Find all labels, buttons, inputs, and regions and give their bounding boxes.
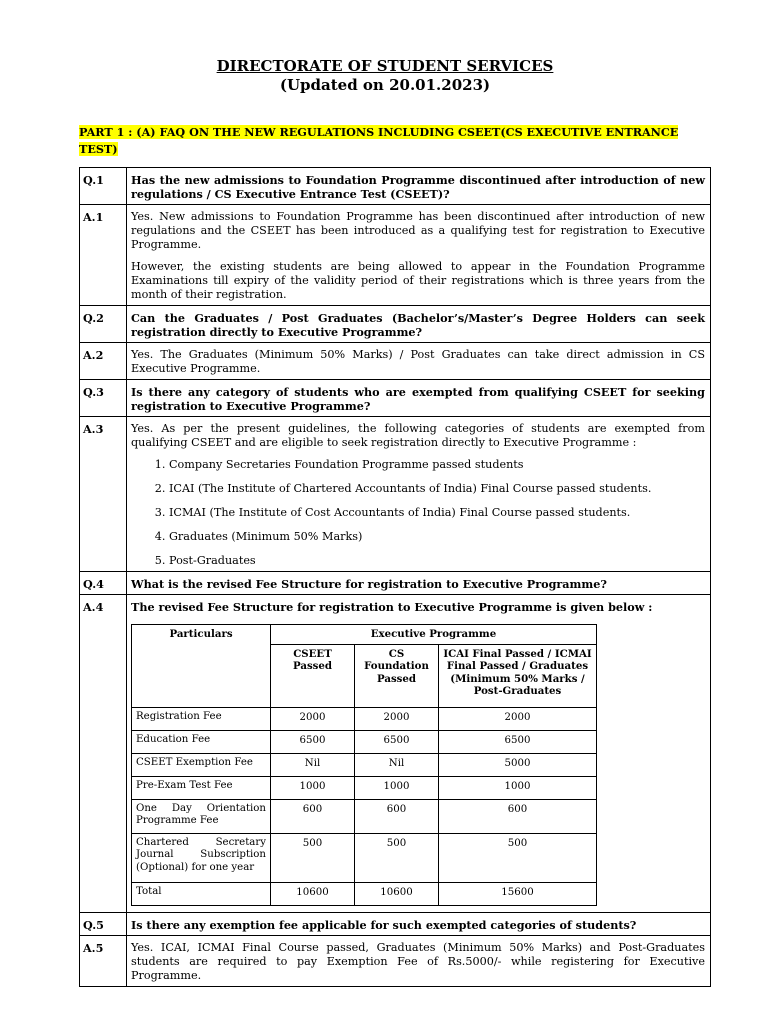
list-item: 4. Graduates (Minimum 50% Marks) bbox=[169, 530, 705, 544]
exempted-categories-list bbox=[131, 458, 705, 568]
question-number: Q.3 bbox=[80, 380, 127, 417]
fee-particular: Chartered Secretary Journal Subscription (Optional) for one year bbox=[132, 833, 271, 882]
fee-row bbox=[132, 833, 597, 882]
part-heading-text: PART 1 : (A) FAQ ON THE NEW REGULATIONS INCLUDING CSEET(CS EXECUTIVE ENTRANCE TEST) bbox=[79, 125, 679, 156]
answer-paragraph: However, the existing students are being allowed to appear in the Foundation Programme Examinations till expiry of the validity period of their registrations which is three years from the month of their registration. bbox=[131, 260, 705, 301]
fee-value: 1000 bbox=[439, 776, 597, 799]
fee-value: 6500 bbox=[439, 730, 597, 753]
question-number: Q.2 bbox=[80, 306, 127, 343]
fee-total-row bbox=[132, 882, 597, 905]
fee-value: 2000 bbox=[271, 707, 355, 730]
list-item: 5. Post-Graduates bbox=[169, 554, 705, 568]
faq-row-q3 bbox=[80, 380, 711, 417]
question-text: Is there any exemption fee applicable for such exempted categories of students? bbox=[127, 912, 711, 935]
faq-row-q4 bbox=[80, 572, 711, 595]
answer-text: Yes. ICAI, ICMAI Final Course passed, Graduates (Minimum 50% Marks) and Post-Graduates students are required to pay Exemption Fee of Rs.5000/- while registering for Executive Programme. bbox=[127, 935, 711, 986]
fee-value: 10600 bbox=[271, 882, 355, 905]
fee-value: 600 bbox=[355, 799, 439, 833]
fee-value: Nil bbox=[355, 753, 439, 776]
fee-header-particulars: Particulars bbox=[132, 625, 271, 708]
answer-number: A.5 bbox=[80, 935, 127, 986]
fee-value: 600 bbox=[271, 799, 355, 833]
fee-particular: Pre-Exam Test Fee bbox=[132, 776, 271, 799]
fee-value: 1000 bbox=[355, 776, 439, 799]
faq-row-q5 bbox=[80, 912, 711, 935]
fee-row bbox=[132, 776, 597, 799]
question-text: Has the new admissions to Foundation Programme discontinued after introduction of new regulations / CS Executive Entrance Test (CSEET)? bbox=[127, 168, 711, 205]
list-item: 3. ICMAI (The Institute of Cost Accountants of India) Final Course passed students. bbox=[169, 506, 705, 520]
answer-number: A.4 bbox=[80, 595, 127, 913]
document-header bbox=[0, 57, 770, 95]
answer-cell bbox=[127, 595, 711, 913]
fee-row bbox=[132, 799, 597, 833]
question-text: What is the revised Fee Structure for registration to Executive Programme? bbox=[127, 572, 711, 595]
document-subtitle: (Updated on 20.01.2023) bbox=[279, 76, 491, 94]
faq-row-q2 bbox=[80, 306, 711, 343]
fee-value: 15600 bbox=[439, 882, 597, 905]
answer-paragraph: Yes. New admissions to Foundation Programme has been discontinued after introduction of new regulations and the CSEET has been introduced as a qualifying test for registration to Executive Programme. bbox=[131, 210, 705, 251]
fee-value: 6500 bbox=[271, 730, 355, 753]
fee-row bbox=[132, 730, 597, 753]
fee-value: 10600 bbox=[355, 882, 439, 905]
faq-row-a5 bbox=[80, 935, 711, 986]
fee-particular: Total bbox=[132, 882, 271, 905]
fee-header-group: Executive Programme bbox=[271, 625, 597, 645]
fee-column-header: CS Foundation Passed bbox=[355, 644, 439, 707]
fee-value: 500 bbox=[439, 833, 597, 882]
fee-value: 500 bbox=[271, 833, 355, 882]
faq-row-a4 bbox=[80, 595, 711, 913]
answer-number: A.1 bbox=[80, 205, 127, 306]
fee-column-header: CSEET Passed bbox=[271, 644, 355, 707]
question-text: Is there any category of students who are exempted from qualifying CSEET for seeking registration to Executive Programme? bbox=[127, 380, 711, 417]
faq-row-a2 bbox=[80, 343, 711, 380]
fee-value: 5000 bbox=[439, 753, 597, 776]
faq-table bbox=[79, 167, 711, 987]
answer-text: The revised Fee Structure for registration to Executive Programme is given below : bbox=[131, 600, 653, 614]
answer-cell bbox=[127, 417, 711, 572]
answer-number: A.3 bbox=[80, 417, 127, 572]
part-heading bbox=[79, 124, 711, 158]
fee-particular: Registration Fee bbox=[132, 707, 271, 730]
fee-value: 600 bbox=[439, 799, 597, 833]
fee-value: 2000 bbox=[439, 707, 597, 730]
question-number: Q.5 bbox=[80, 912, 127, 935]
document-title: DIRECTORATE OF STUDENT SERVICES bbox=[216, 57, 554, 75]
question-number: Q.4 bbox=[80, 572, 127, 595]
list-item: 2. ICAI (The Institute of Chartered Accountants of India) Final Course passed students. bbox=[169, 482, 705, 496]
answer-number: A.2 bbox=[80, 343, 127, 380]
fee-particular: CSEET Exemption Fee bbox=[132, 753, 271, 776]
question-number: Q.1 bbox=[80, 168, 127, 205]
fee-header-row bbox=[132, 625, 597, 645]
faq-row-q1 bbox=[80, 168, 711, 205]
fee-row bbox=[132, 753, 597, 776]
answer-paragraph: Yes. As per the present guidelines, the following categories of students are exempted from qualifying CSEET and are eligible to seek registration directly to Executive Programme : bbox=[131, 422, 705, 449]
fee-value: 1000 bbox=[271, 776, 355, 799]
question-text: Can the Graduates / Post Graduates (Bachelor’s/Master’s Degree Holders can seek registration directly to Executive Programme? bbox=[127, 306, 711, 343]
fee-value: 6500 bbox=[355, 730, 439, 753]
fee-particular: One Day Orientation Programme Fee bbox=[132, 799, 271, 833]
list-item: 1. Company Secretaries Foundation Programme passed students bbox=[169, 458, 705, 472]
fee-value: Nil bbox=[271, 753, 355, 776]
answer-text: Yes. The Graduates (Minimum 50% Marks) / Post Graduates can take direct admission in CS Executive Programme. bbox=[127, 343, 711, 380]
fee-value: 2000 bbox=[355, 707, 439, 730]
faq-row-a3 bbox=[80, 417, 711, 572]
fee-value: 500 bbox=[355, 833, 439, 882]
answer-cell bbox=[127, 205, 711, 306]
fee-structure-table bbox=[131, 624, 597, 906]
fee-particular: Education Fee bbox=[132, 730, 271, 753]
fee-column-header: ICAI Final Passed / ICMAI Final Passed / Graduates (Minimum 50% Marks / Post-Graduates bbox=[439, 644, 597, 707]
fee-row bbox=[132, 707, 597, 730]
faq-row-a1 bbox=[80, 205, 711, 306]
